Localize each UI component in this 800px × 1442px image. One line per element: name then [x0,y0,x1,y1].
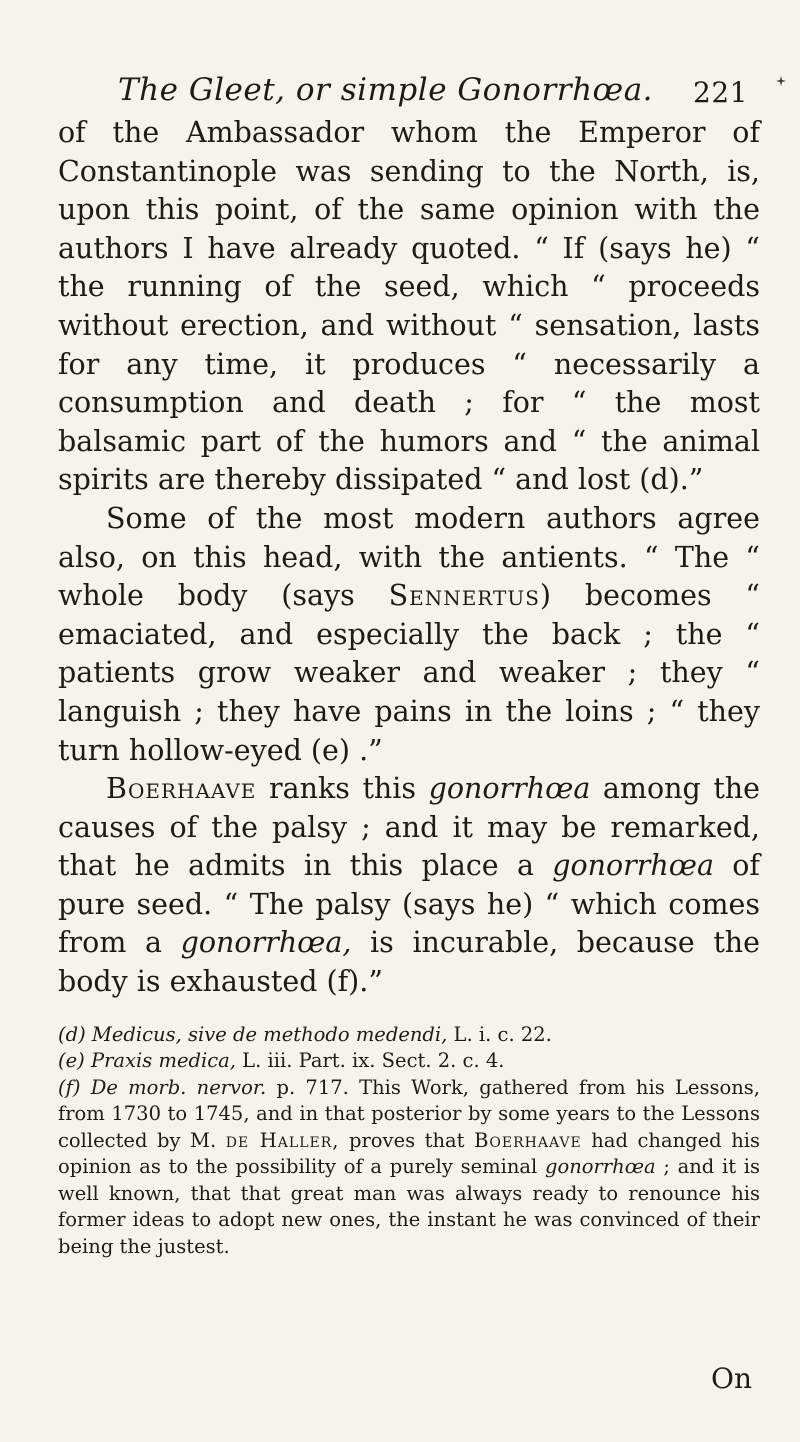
paragraph [58,770,760,1002]
running-head [58,62,760,109]
italic-term: gonorrhœa, [180,926,352,960]
footnote-source: (e) Praxis medica, [58,1049,236,1073]
page-number: 221 [693,76,748,109]
author-name: Boerhaave [106,772,257,806]
author-name: de Haller, [225,1128,340,1152]
ornament-icon [776,76,786,86]
running-title: The Gleet, or simple Gonorrhœa. [118,72,654,108]
text-run: Some of the most modern authors agree also, on this head, with the antients. “ The “ whole body (says [58,501,760,613]
footnote-f [58,1075,760,1261]
main-text [58,114,760,1002]
paragraph [58,500,760,770]
footnote-text: had changed his opinion as to the possibility of a purely seminal [58,1128,761,1179]
italic-term: gonorrhœa [544,1155,656,1179]
italic-term: gonorrhœa [552,849,714,883]
footnote-text: L. iii. Part. ix. Sect. 2. c. 4. [235,1049,505,1073]
text-run: is incurable, because the body is exhausted (f).” [58,926,761,999]
footnote-text: proves that [339,1128,475,1152]
catchword: On [711,1362,752,1395]
footnotes [58,1022,760,1261]
footnote-text: L. i. c. 22. [447,1022,552,1046]
author-name: Sennertus [388,579,540,613]
footnote-source: (d) Medicus, sive de methodo medendi, [58,1022,448,1046]
text-run: among the causes of the palsy ; and it may be remarked, that he admits in this place a [58,772,760,883]
footnote-source: (f) De morb. nervor. [58,1075,267,1099]
paragraph: of the Ambassador whom the Emperor of Constantinople was sending to the North, is, upon this point, of the same opinion with the authors I have already quoted. “ If (says he) “ the running of the seed, which “ proceeds without erection, and without “ sensation, lasts for any time, it produces “ necessarily a consumption and death ; for “ the most balsamic part of the humors and “ the animal spirits are thereby dissipated “ and lost (d).” [58,116,760,497]
text-run: ) becomes “ emaciated, and especially the back ; the “ patients grow weaker and weaker ; they “ languish ; they have pains in the loins ; “ they turn hollow-eyed (e) .” [58,579,760,767]
footnote-d [58,1022,760,1049]
footnote-text: p. 717. This Work, gathered from his Lessons, from 1730 to 1745, and in that posterior by some years to the Lessons collected by M. [58,1075,760,1152]
italic-term: gonorrhœa [428,772,591,806]
text-run: of pure seed. “ The palsy (says he) “ which comes from a [58,849,760,960]
footnote-e [58,1048,760,1075]
footnote-text: ; and it is well known, that that great man was always ready to renounce his former ideas to adopt new ones, the instant he was convinced of their being the justest. [58,1155,760,1258]
text-run: ranks this [256,772,429,806]
author-name: Boerhaave [474,1128,582,1152]
